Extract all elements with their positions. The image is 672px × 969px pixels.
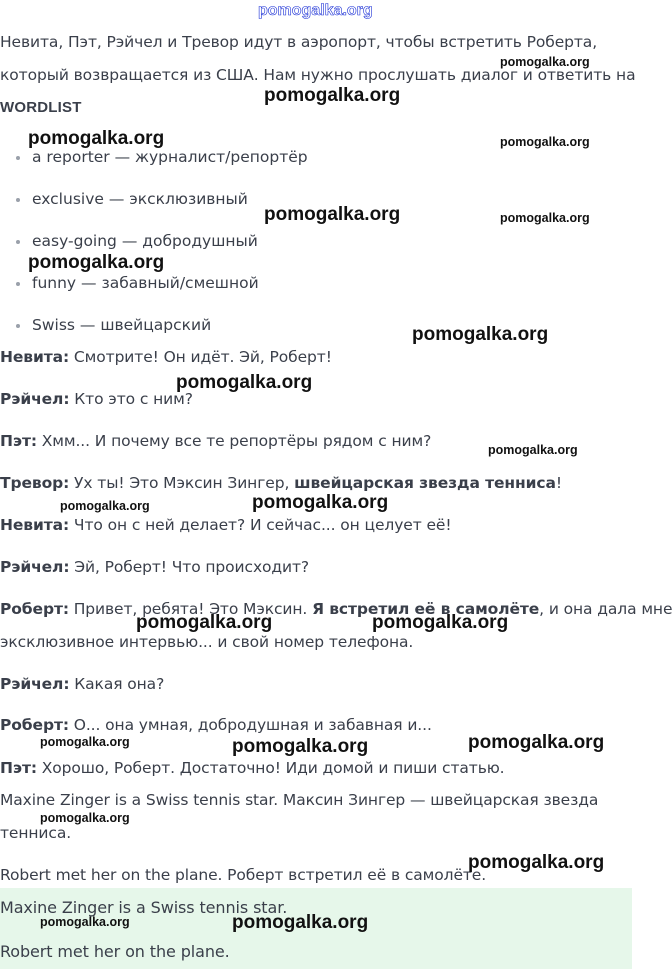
watermark: pomogalka.org: [500, 211, 590, 225]
dialogue-line: Невита: Смотрите! Он идёт. Эй, Роберт!: [0, 348, 332, 366]
dialogue-line: Рэйчел: Кто это с ним?: [0, 390, 193, 408]
speaker-name: Пэт:: [0, 759, 37, 777]
bullet-icon: [16, 240, 20, 244]
header-watermark[interactable]: pomogalka.org: [258, 2, 373, 19]
translation-line: Maxine Zinger is a Swiss tennis star. Максин Зингер — швейцарская звезда: [0, 791, 599, 809]
bullet-icon: [16, 282, 20, 286]
watermark: pomogalka.org: [176, 372, 313, 393]
intro-line-2: который возвращается из США. Нам нужно прослушать диалог и ответить на: [0, 66, 636, 84]
watermark: pomogalka.org: [264, 204, 401, 225]
dialogue-line: Невита: Что он с ней делает? И сейчас... он целует её!: [0, 516, 452, 534]
dialogue-line: эксклюзивное интервью... и свой номер телефона.: [0, 633, 414, 651]
watermark: pomogalka.org: [488, 443, 578, 457]
intro-line-1: Невита, Пэт, Рэйчел и Тревор идут в аэропорт, чтобы встретить Роберта,: [0, 33, 598, 51]
watermark: pomogalka.org: [28, 252, 165, 273]
watermark: pomogalka.org: [372, 612, 509, 633]
watermark: pomogalka.org: [40, 735, 130, 749]
speaker-name: Тревор:: [0, 474, 70, 492]
watermark: pomogalka.org: [500, 135, 590, 149]
translation-line: Robert met her on the plane. Роберт встретил её в самолёте.: [0, 866, 487, 884]
watermark: pomogalka.org: [468, 852, 605, 873]
watermark: pomogalka.org: [412, 324, 549, 345]
speaker-name: Рэйчел:: [0, 390, 70, 408]
watermark: pomogalka.org: [232, 736, 369, 757]
highlight-text: Я встретил её в самолёте: [312, 600, 540, 618]
speaker-name: Роберт:: [0, 600, 69, 618]
speaker-name: Невита:: [0, 516, 70, 534]
answer-line: Robert met her on the plane.: [0, 942, 230, 961]
dialogue-line: Роберт: Привет, ребята! Это Мэксин. Я встретил её в самолёте, и она дала мне: [0, 600, 672, 618]
dialogue-line: Пэт: Хорошо, Роберт. Достаточно! Иди домой и пиши статью.: [0, 759, 505, 777]
dialogue-line: Пэт: Хмм... И почему все те репортёры рядом с ним?: [0, 432, 432, 450]
watermark: pomogalka.org: [264, 85, 401, 106]
bullet-icon: [16, 324, 20, 328]
answer-line: Maxine Zinger is a Swiss tennis star.: [0, 898, 288, 917]
speaker-name: Роберт:: [0, 716, 69, 734]
speaker-name: Невита:: [0, 348, 70, 366]
watermark: pomogalka.org: [136, 612, 273, 633]
watermark: pomogalka.org: [60, 499, 150, 513]
watermark: pomogalka.org: [40, 915, 130, 929]
speaker-name: Рэйчел:: [0, 675, 70, 693]
bullet-icon: [16, 156, 20, 160]
watermark: pomogalka.org: [252, 492, 389, 513]
dialogue-line: Роберт: О... она умная, добродушная и забавная и...: [0, 716, 432, 734]
dialogue-line: Рэйчел: Эй, Роберт! Что происходит?: [0, 558, 310, 576]
watermark: pomogalka.org: [40, 811, 130, 825]
watermark: pomogalka.org: [28, 128, 165, 149]
dialogue-line: Тревор: Ух ты! Это Мэксин Зингер, швейцарская звезда тенниса!: [0, 474, 562, 492]
highlight-text: швейцарская звезда тенниса: [294, 474, 556, 492]
speaker-name: Рэйчел:: [0, 558, 70, 576]
bullet-icon: [16, 198, 20, 202]
translation-line: тенниса.: [0, 824, 72, 842]
wordlist-title: WORDLIST: [0, 99, 82, 116]
watermark: pomogalka.org: [232, 912, 369, 933]
watermark: pomogalka.org: [468, 732, 605, 753]
watermark: pomogalka.org: [500, 55, 590, 69]
speaker-name: Пэт:: [0, 432, 37, 450]
dialogue-line: Рэйчел: Какая она?: [0, 675, 165, 693]
